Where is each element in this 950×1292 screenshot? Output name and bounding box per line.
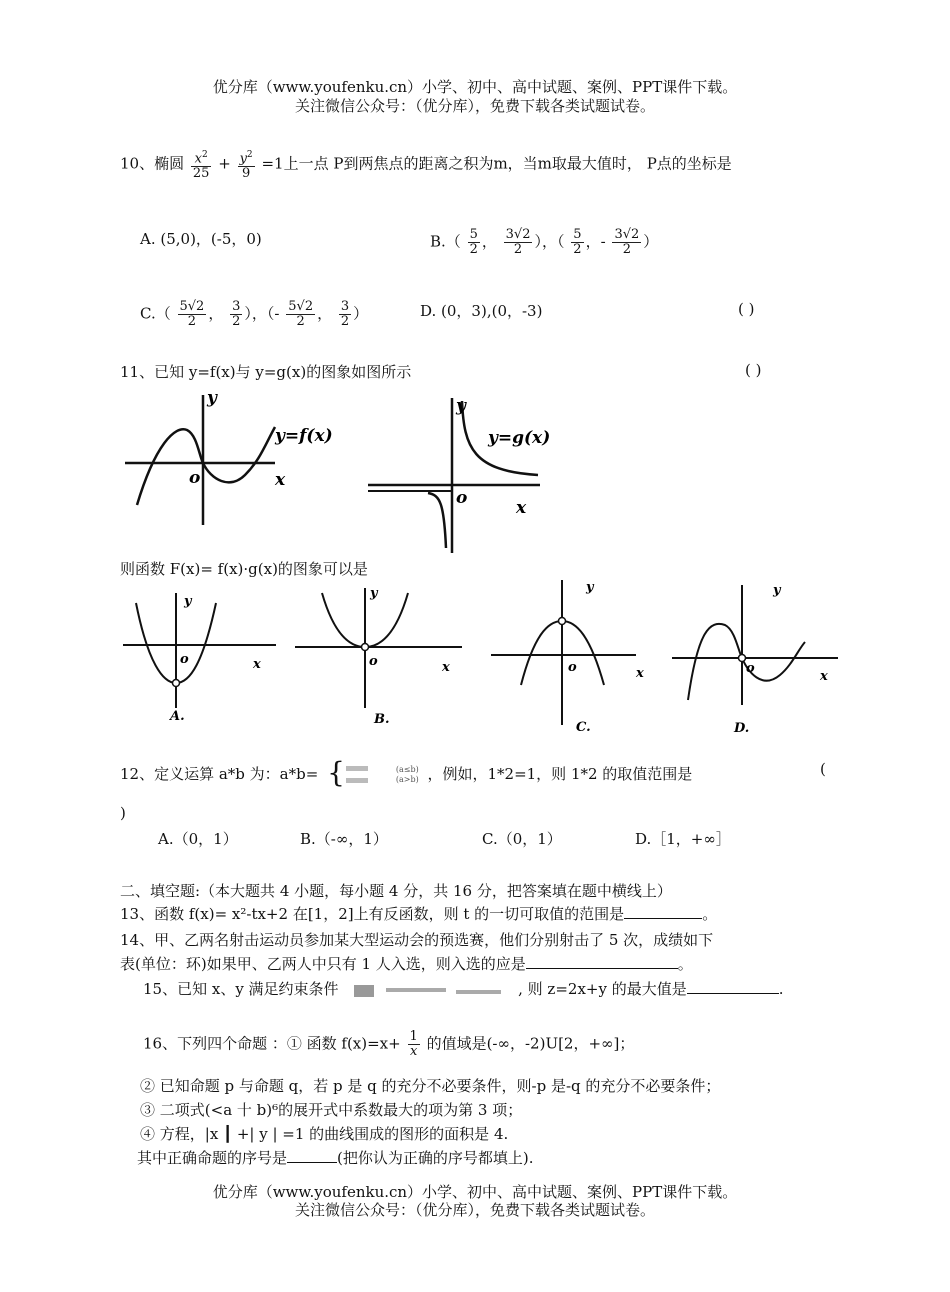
q12-option-d[interactable]: D.［1，+∞］ bbox=[635, 830, 731, 848]
question-16-intro: 16、下列四个命题 ：① 函数 f(x)=x+ $\frac{1}{x}$ 的值域是(-∞，-2)U[2，+∞]； bbox=[143, 1029, 635, 1059]
fraction-x2-over-25: $\frac{x^2}{25}$ bbox=[192, 150, 210, 182]
section-2-heading: 二、填空题:（本大题共 4 小题，每小题 4 分，共 16 分，把答案填在题中横线上） bbox=[120, 882, 672, 900]
b-hole-marker bbox=[362, 644, 369, 651]
question-16-final: 其中正确命题的序号是 (把你认为正确的序号都填上). bbox=[137, 1149, 534, 1167]
d-choice-label: D. bbox=[734, 721, 750, 736]
fraction-y2-over-9: $\frac{y^2}{9}$ bbox=[239, 150, 253, 182]
g-left-branch bbox=[428, 493, 446, 548]
blurred-constraint-system bbox=[343, 980, 513, 1000]
question-16-proposition-2: ② 已知命题 p 与命题 q，若 p 是 q 的充分不必要条件，则-p 是-q 的充分不必要条件； bbox=[140, 1077, 721, 1095]
q10-answer-bracket: ( ) bbox=[738, 300, 755, 318]
q13-answer-blank[interactable] bbox=[624, 904, 702, 919]
choice-graph-d[interactable] bbox=[670, 580, 845, 740]
q10-option-d[interactable]: D. (0，3),(0，-3) bbox=[420, 302, 543, 320]
g-y-label: y bbox=[456, 396, 466, 416]
question-16-proposition-4: ④ 方程，|x ┃ +| y | =1 的曲线围成的图形的面积是 4. bbox=[140, 1125, 509, 1143]
choice-graph-c[interactable] bbox=[486, 575, 666, 735]
choice-graph-b[interactable] bbox=[290, 583, 470, 728]
a-origin-label: o bbox=[180, 652, 189, 667]
d-origin-label: o bbox=[746, 661, 755, 676]
a-x-label: x bbox=[253, 657, 261, 672]
blurred-formula-2 bbox=[346, 778, 368, 783]
q12-option-a[interactable]: A.（0，1） bbox=[158, 830, 238, 848]
f-x-label: x bbox=[275, 470, 286, 490]
g-x-label: x bbox=[516, 498, 527, 518]
c-origin-label: o bbox=[568, 660, 577, 675]
q12-option-c[interactable]: C.（0，1） bbox=[482, 830, 562, 848]
g-function-label: y=g(x) bbox=[488, 428, 551, 448]
page-header-line1: 优分库（www.youfenku.cn）小学、初中、高中试题、案例、PPT课件下载。 bbox=[212, 78, 738, 96]
question-14-line2: 表(单位：环)如果甲、乙两人中只有 1 人入选，则入选的应是 。 bbox=[120, 955, 693, 973]
q11-answer-bracket: ( ) bbox=[745, 361, 762, 379]
graph-f-of-x bbox=[125, 385, 360, 530]
page-footer-line1: 优分库（www.youfenku.cn）小学、初中、高中试题、案例、PPT课件下载。 bbox=[212, 1183, 738, 1201]
f-y-label: y bbox=[207, 388, 217, 408]
q14-answer-blank[interactable] bbox=[526, 954, 678, 969]
question-12-stem: 12、定义运算 a*b 为：a*b= { (a≤b) (a>b) ，例如，1*2=1，则 1*2 的取值范围是 bbox=[120, 756, 693, 789]
q15-answer-blank[interactable] bbox=[687, 979, 779, 994]
f-function-label: y=f(x) bbox=[275, 426, 333, 446]
question-16-proposition-3: ③ 二项式(<a 十 b)⁶的展开式中系数最大的项为第 3 项； bbox=[140, 1101, 523, 1119]
a-y-label: y bbox=[184, 594, 192, 609]
a-choice-label: A. bbox=[170, 709, 185, 724]
q10-option-a[interactable]: A. (5,0)，(-5，0) bbox=[140, 230, 262, 248]
q16-answer-blank[interactable] bbox=[287, 1148, 337, 1163]
piecewise-conditions: (a≤b) (a>b) bbox=[395, 765, 419, 784]
question-11-then: 则函数 F(x)= f(x)·g(x)的图象可以是 bbox=[120, 560, 368, 578]
d-hole-marker bbox=[739, 655, 746, 662]
graph-g-of-x bbox=[368, 393, 558, 553]
g-origin-label: o bbox=[456, 488, 468, 508]
q10-option-b[interactable]: B.（ $\frac{5}{2}$ ， $\frac{3√2}{2}$ ），（ $\frac{5}{2}$ ，- $\frac{3√2}{2}$ ） bbox=[430, 227, 659, 257]
choice-graph-a[interactable] bbox=[118, 583, 278, 728]
q10-option-c[interactable]: C.（ $\frac{5√2}{2}$ ， $\frac{3}{2}$ ），（- $\frac{5√2}{2}$ ， $\frac{3}{2}$ ） bbox=[140, 299, 369, 329]
q12-paren-close: ) bbox=[120, 804, 126, 822]
a-hole-marker bbox=[173, 680, 180, 687]
b-y-label: y bbox=[370, 586, 378, 601]
page-header-line2: 关注微信公众号：（优分库），免费下载各类试题试卷。 bbox=[294, 97, 655, 115]
c-choice-label: C. bbox=[576, 720, 591, 735]
d-x-label: x bbox=[820, 669, 828, 684]
question-14-line1: 14、甲、乙两名射击运动员参加某大型运动会的预选赛，他们分别射击了 5 次，成绩如下 bbox=[120, 931, 714, 949]
question-10-stem: 10、椭圆 $\frac{x^2}{25}$ + $\frac{y^2}{9}$ =1上一点 P到两焦点的距离之积为m，当m取最大值时， P点的坐标是 bbox=[120, 150, 732, 182]
q12-option-b[interactable]: B.（-∞，1） bbox=[300, 830, 388, 848]
c-y-label: y bbox=[586, 580, 594, 595]
d-y-label: y bbox=[773, 583, 781, 598]
c-x-label: x bbox=[636, 666, 644, 681]
b-choice-label: B. bbox=[374, 712, 390, 727]
question-11-stem: 11、已知 y=f(x)与 y=g(x)的图象如图所示 bbox=[120, 363, 412, 381]
f-curve bbox=[137, 427, 275, 505]
q12-paren-open: ( bbox=[820, 760, 826, 778]
f-origin-label: o bbox=[189, 468, 201, 488]
page-footer-line2: 关注微信公众号：（优分库），免费下载各类试题试卷。 bbox=[294, 1201, 655, 1219]
b-x-label: x bbox=[442, 660, 450, 675]
b-origin-label: o bbox=[369, 654, 378, 669]
question-15: 15、已知 x、y 满足约束条件 , 则 z=2x+y 的最大值是 . bbox=[143, 980, 784, 998]
question-13: 13、函数 f(x)= x²-tx+2 在[1，2]上有反函数，则 t 的一切可取值的范围是 。 bbox=[120, 905, 718, 923]
piecewise-definition bbox=[323, 756, 391, 790]
c-hole-marker bbox=[559, 618, 566, 625]
left-brace: { bbox=[327, 756, 345, 789]
blurred-formula-1 bbox=[346, 766, 368, 771]
